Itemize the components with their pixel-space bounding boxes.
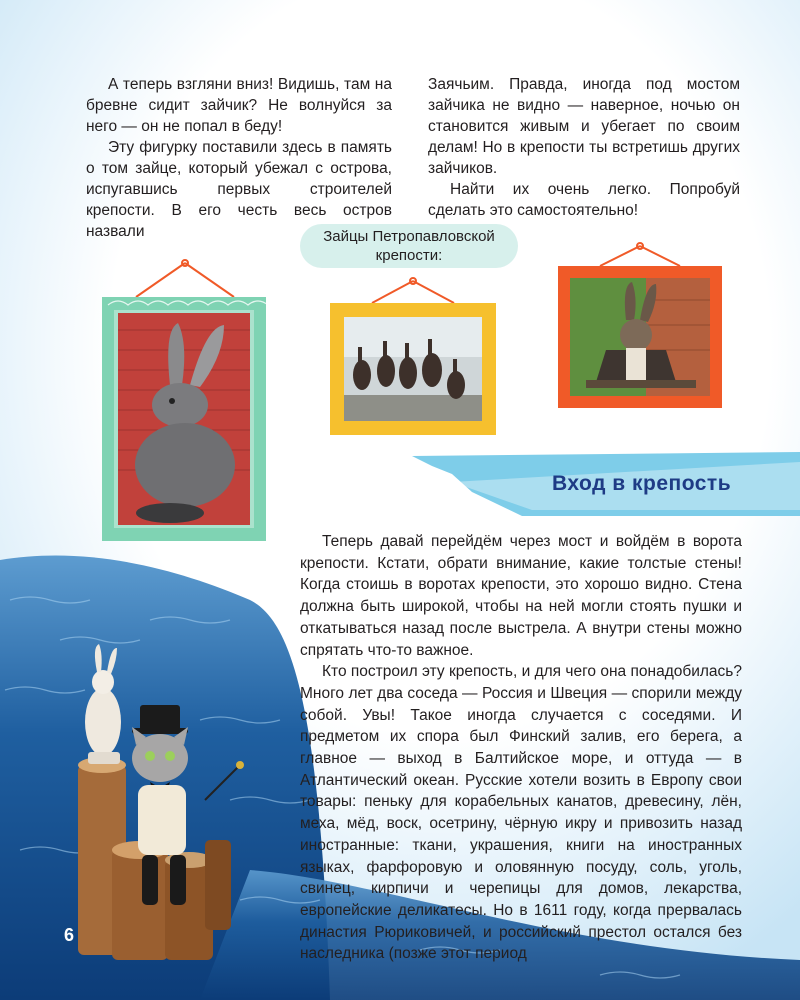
text-column-left [86, 74, 392, 242]
text-column-right [428, 74, 740, 221]
paragraph: Теперь давай перейдём через мост и войдём в ворота крепости. Кстати, обрати внимание, какие толстые стены! Когда стоишь в воротах крепости, это хорошо видно. Стена должна быть широкой, чтобы на ней могли стоять пушки и откатываться назад после выстрела. А внутри стены можно спрятать что-то важное. [300, 533, 742, 659]
section-heading: Вход в крепость [552, 472, 732, 495]
photo-frame-yellow [328, 275, 498, 440]
paragraph: Заячьим. Правда, иногда под мостом зайчика не видно — наверное, ночью он становится живым и убегает по своим делам! Но в крепости ты встретишь других зайчиков. [428, 76, 740, 177]
photo-frame-orange [556, 240, 724, 410]
text-column-section [300, 531, 742, 965]
paragraph: А теперь взгляни вниз! Видишь, там на бревне сидит зайчик? Не волнуйся за него — он не попал в беду! [86, 76, 392, 135]
page-number: 6 [64, 925, 75, 945]
caption-line: крепости: [375, 247, 443, 264]
caption-bubble [300, 224, 518, 268]
photo-frame-green [100, 255, 270, 545]
caption-line: Зайцы Петропавловской [323, 228, 495, 245]
paragraph: Найти их очень легко. Попробуй сделать это самостоятельно! [428, 181, 740, 219]
paragraph: Эту фигурку поставили здесь в память о том зайце, который убежал с острова, испугавшись первых строителей крепости. В его честь весь остров назвали [86, 139, 392, 240]
paragraph: Кто построил эту крепость, и для чего она понадобилась? Много лет два соседа — Россия и Швеция — спорили между собой. Увы! Такое иногда случается с соседями. И предметом их спора был Финский залив, его берега, а главное — выход в Балтийское море, и оттуда — в Атлантический океан. Русские хотели возить в Европу свои товары: пеньку для корабельных канатов, древесину, лён, меха, мёд, воск, осетрину, чёрную икру и привозить назад иностранные: ткани, украшения, книги на иностранных языках, фарфоровую и оловянную посуду, соль, уголь, свинец, кирпичи и черепицы для домов, лекарства, европейские деликатесы. Но в 1611 году, когда прервалась династия Рюриковичей, и российский престол остался без наследника (позже этот период [300, 663, 742, 963]
